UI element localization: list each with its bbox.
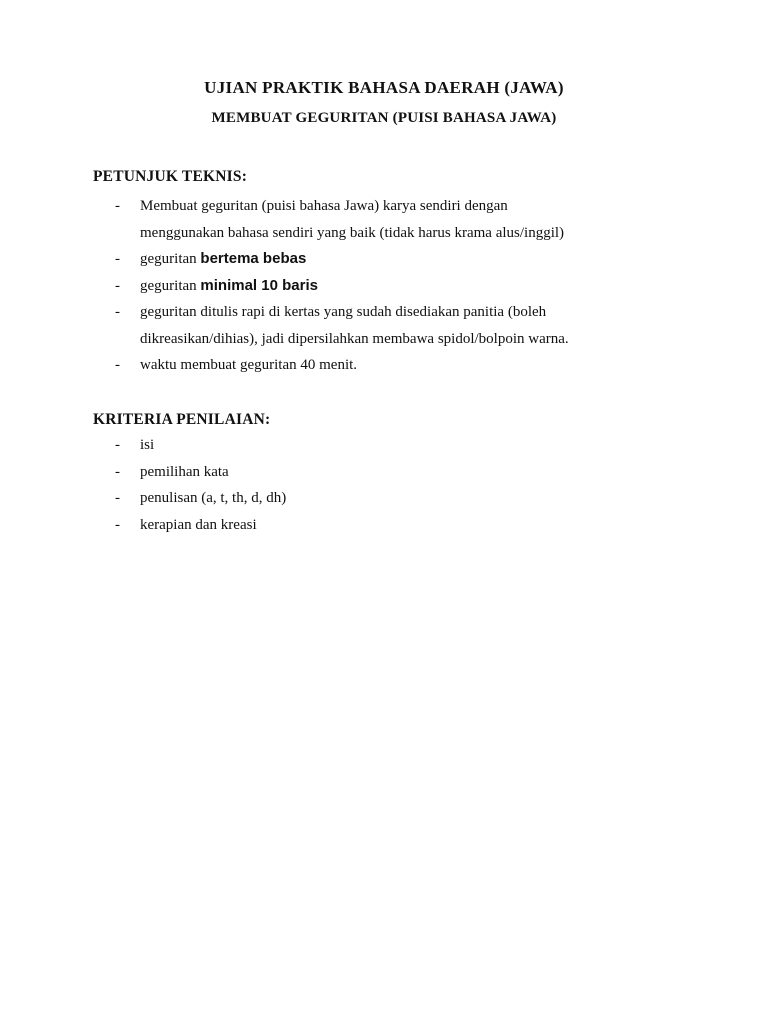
list-item-bold-text: minimal 10 baris	[200, 276, 318, 294]
list-item	[115, 485, 715, 512]
list-item-text: menggunakan bahasa sendiri yang baik (tidak harus krama alus/inggil)	[140, 224, 565, 241]
list-item-text: geguritan ditulis rapi di kertas yang sudah disediakan panitia (boleh	[140, 304, 547, 320]
list-item-text: penulisan (a, t, th, d, dh)	[140, 490, 287, 506]
list-dash: -	[115, 198, 120, 214]
list-dash: -	[115, 516, 120, 533]
list-item	[115, 432, 715, 459]
petunjuk-heading: PETUNJUK TEKNIS:	[93, 168, 248, 185]
list-item	[115, 273, 715, 300]
list-dash: -	[115, 304, 120, 320]
list-item	[115, 512, 715, 539]
list-dash: -	[115, 437, 120, 453]
kriteria-heading: KRITERIA PENILAIAN:	[93, 411, 271, 428]
list-dash: -	[115, 277, 120, 294]
list-dash: -	[115, 251, 120, 267]
petunjuk-list	[115, 193, 715, 379]
document-title: UJIAN PRAKTIK BAHASA DAERAH (JAWA)	[204, 78, 564, 97]
list-item	[115, 193, 715, 246]
list-item	[115, 459, 715, 486]
list-item-text: isi	[140, 437, 155, 453]
list-dash: -	[115, 357, 120, 373]
list-item	[115, 299, 715, 352]
list-item-text: geguritan	[140, 277, 201, 294]
list-item-bold-text: bertema bebas	[200, 250, 307, 267]
kriteria-list	[115, 432, 715, 538]
document-subtitle: MEMBUAT GEGURITAN (PUISI BAHASA JAWA)	[211, 110, 557, 126]
list-item	[115, 246, 715, 273]
list-item-text: geguritan	[140, 251, 201, 267]
list-dash: -	[115, 490, 120, 506]
list-item-text: pemilihan kata	[140, 463, 229, 480]
list-item	[115, 352, 715, 379]
list-item-text: kerapian dan kreasi	[140, 516, 257, 533]
list-item-text: waktu membuat geguritan 40 menit.	[140, 357, 358, 373]
list-dash: -	[115, 463, 120, 480]
list-item-text: dikreasikan/dihias), jadi dipersilahkan membawa spidol/bolpoin warna.	[140, 330, 569, 347]
list-item-text: Membuat geguritan (puisi bahasa Jawa) karya sendiri dengan	[140, 198, 508, 214]
